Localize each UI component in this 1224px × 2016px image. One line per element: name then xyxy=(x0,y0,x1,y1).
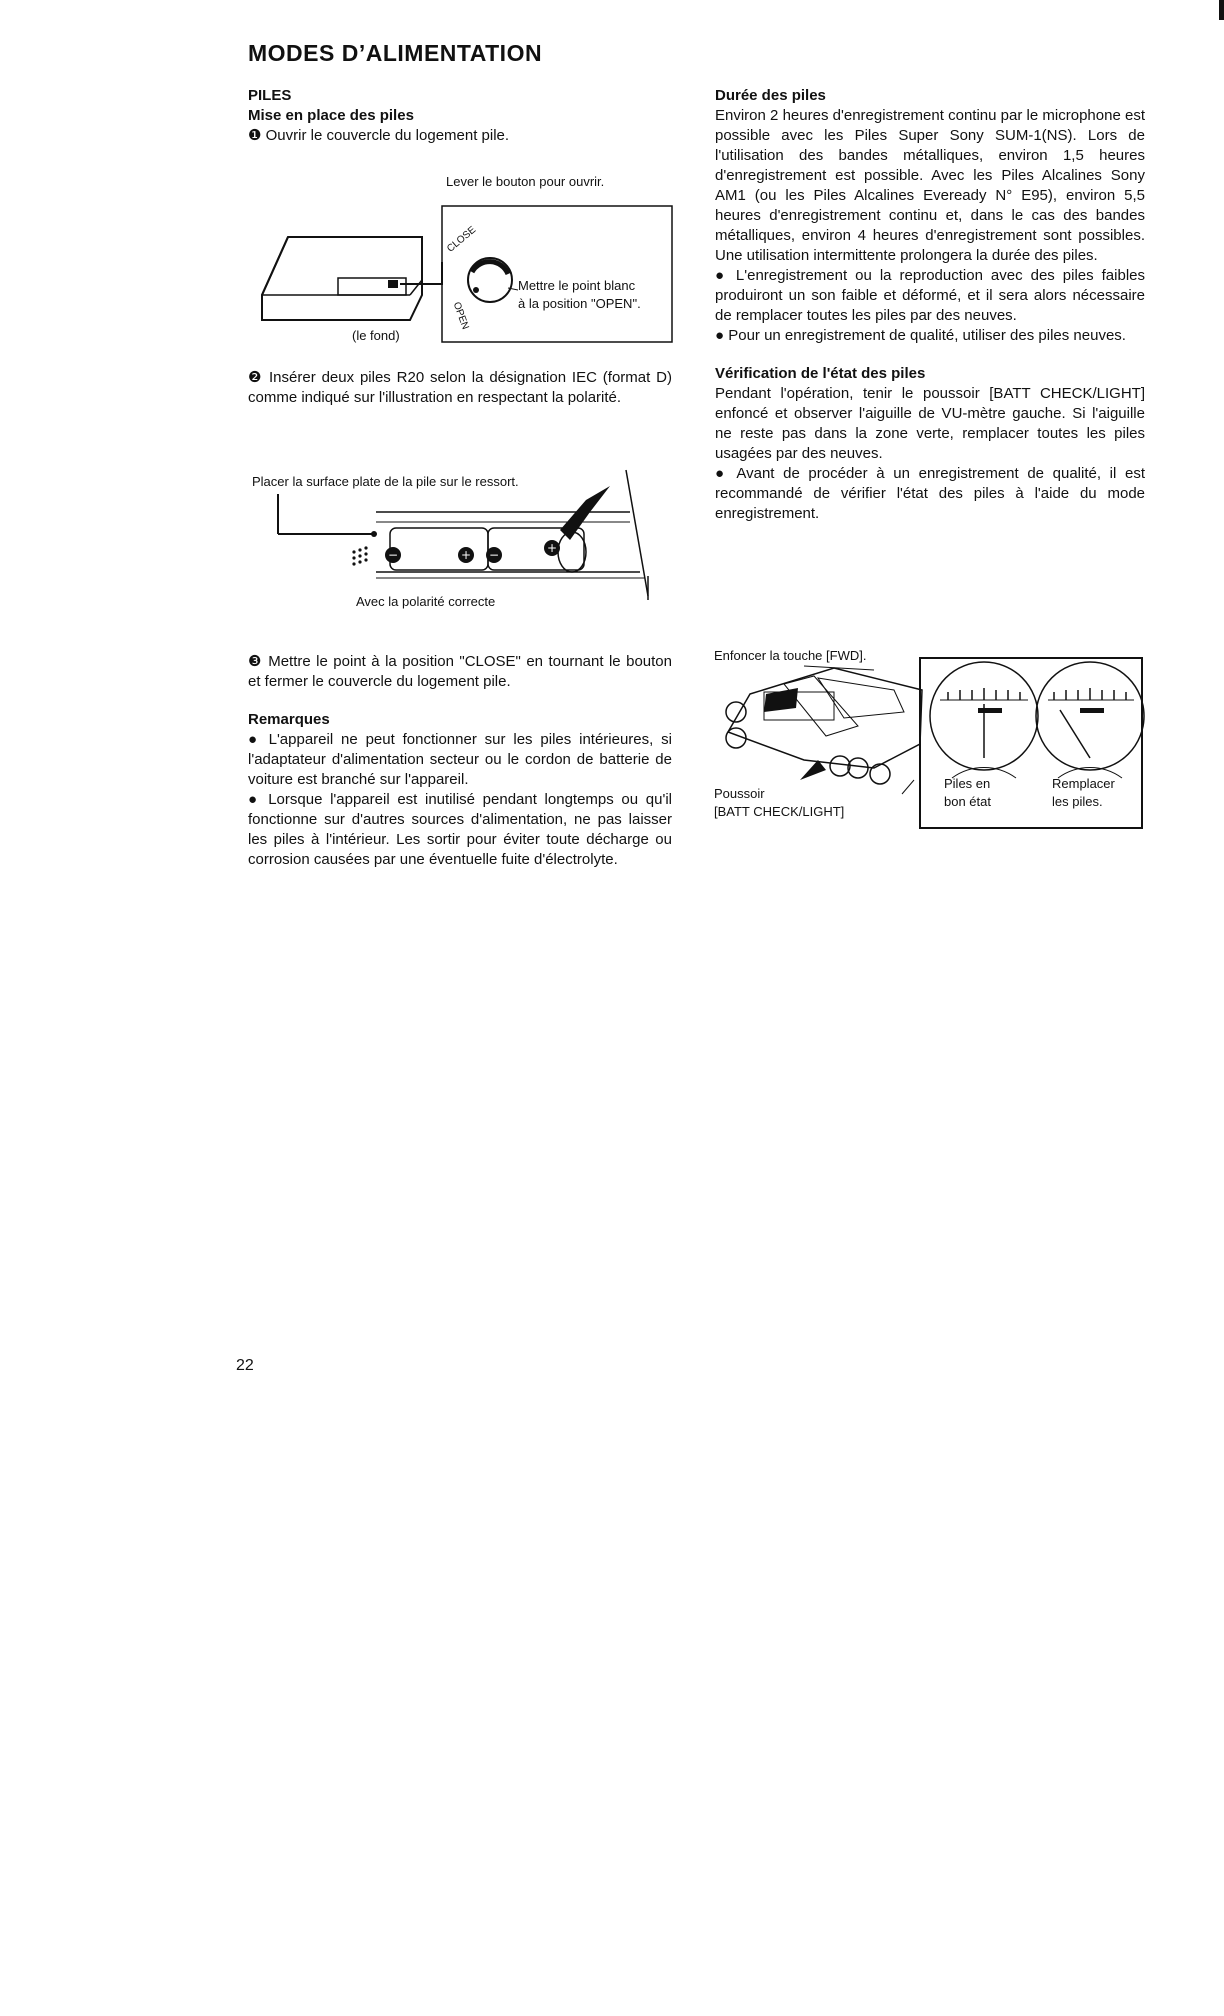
fig2-caption-top: Placer la surface plate de la pile sur le ressort. xyxy=(252,474,519,489)
right-column xyxy=(715,86,1145,524)
duree-bullet-2: ● Pour un enregistrement de qualité, utiliser des piles neuves. xyxy=(715,327,1126,344)
step-1: ❶ Ouvrir le couvercle du logement pile. xyxy=(248,127,510,144)
meter1-caption-line1: Piles en xyxy=(944,776,991,791)
verif-paragraph: Pendant l'opération, tenir le poussoir [BATT CHECK/LIGHT] enfoncé et observer l'aiguille de VU-mètre gauche. Si l'aiguille ne reste pas dans la zone verte, remplacer toutes les piles usagées par des neuves. xyxy=(715,385,1145,462)
fig1-note-line2: à la position "OPEN". xyxy=(518,296,641,311)
fig3-batt-label: [BATT CHECK/LIGHT] xyxy=(714,804,845,819)
fig3-caption-top: Enfoncer la touche [FWD]. xyxy=(714,648,867,663)
page-number: 22 xyxy=(236,1357,254,1374)
section-title: PILES xyxy=(248,87,292,104)
fig1-open-label: OPEN xyxy=(450,300,471,332)
duree-bullet-1: ● L'enregistrement ou la reproduction avec des piles faibles produiront un son faible et déformé, et il sera alors nécessaire de remplacer toutes les piles par des neuves. xyxy=(715,267,1145,324)
fig2-caption-bottom: Avec la polarité correcte xyxy=(356,594,496,609)
left-column-step2 xyxy=(248,368,672,408)
fig1-caption-top: Lever le bouton pour ouvrir. xyxy=(446,174,605,189)
fig3-poussoir-label: Poussoir xyxy=(714,786,765,801)
svg-text:+: + xyxy=(546,541,558,555)
remark-2: ● Lorsque l'appareil est inutilisé pendant longtemps ou qu'il fonctionne sur d'autres sources d'alimentation, ne pas laisser les piles à l'intérieur. Les sortir pour éviter toute décharge ou corrosion causées par une éventuelle fuite d'électrolyte. xyxy=(248,791,672,868)
duree-paragraph: Environ 2 heures d'enregistrement continu par le microphone est possible avec les Piles Super Sony SUM-1(NS). Lors de l'utilisation des bandes métalliques, environ 1,5 heures d'enregistrement est possible. Avec les Piles Alcalines Sony AM1 (ou les Piles Alcalines Eveready N° E95), environ 5,5 heures d'enregistrement continu et, dans le cas des bandes métalliques, environ 4 heures d'enregistrement sont possibles. Une utilisation intermittente prolongera la durée des piles. xyxy=(715,107,1145,264)
svg-text:−: − xyxy=(488,548,500,562)
meter2-caption-line1: Remplacer xyxy=(1052,776,1115,791)
subtitle: Mise en place des piles xyxy=(248,107,414,124)
svg-text:+: + xyxy=(460,548,472,562)
fig1-close-label: CLOSE xyxy=(445,224,479,255)
svg-text:−: − xyxy=(387,548,399,562)
page-edge-mark xyxy=(1219,0,1224,20)
verif-title: Vérification de l'état des piles xyxy=(715,365,926,382)
page-title: MODES D’ALIMENTATION xyxy=(248,40,543,66)
remark-1: ● L'appareil ne peut fonctionner sur les piles intérieures, si l'adaptateur d'alimentation secteur ou le cordon de batterie de voiture est branché sur l'appareil. xyxy=(248,731,672,788)
meter2-caption-line2: les piles. xyxy=(1052,794,1103,809)
left-column-lower xyxy=(248,652,672,870)
fig1-fond-label: (le fond) xyxy=(352,328,400,343)
meter1-caption-line2: bon état xyxy=(944,794,991,809)
battery-lid-figure xyxy=(250,170,680,350)
left-column xyxy=(248,86,672,146)
step-3: ❸ Mettre le point à la position "CLOSE" en tournant le bouton et fermer le couvercle du logement pile. xyxy=(248,653,672,690)
duree-title: Durée des piles xyxy=(715,87,826,104)
battery-insertion-figure xyxy=(250,460,670,620)
remarks-title: Remarques xyxy=(248,711,330,728)
battery-check-figure xyxy=(714,648,1144,838)
step-2: ❷ Insérer deux piles R20 selon la désignation IEC (format D) comme indiqué sur l'illustration en respectant la polarité. xyxy=(248,369,672,406)
fig1-note-line1: Mettre le point blanc xyxy=(518,278,636,293)
verif-bullet-1: ● Avant de procéder à un enregistrement de qualité, il est recommandé de vérifier l'état des piles à l'aide du mode enregistrement. xyxy=(715,465,1145,522)
